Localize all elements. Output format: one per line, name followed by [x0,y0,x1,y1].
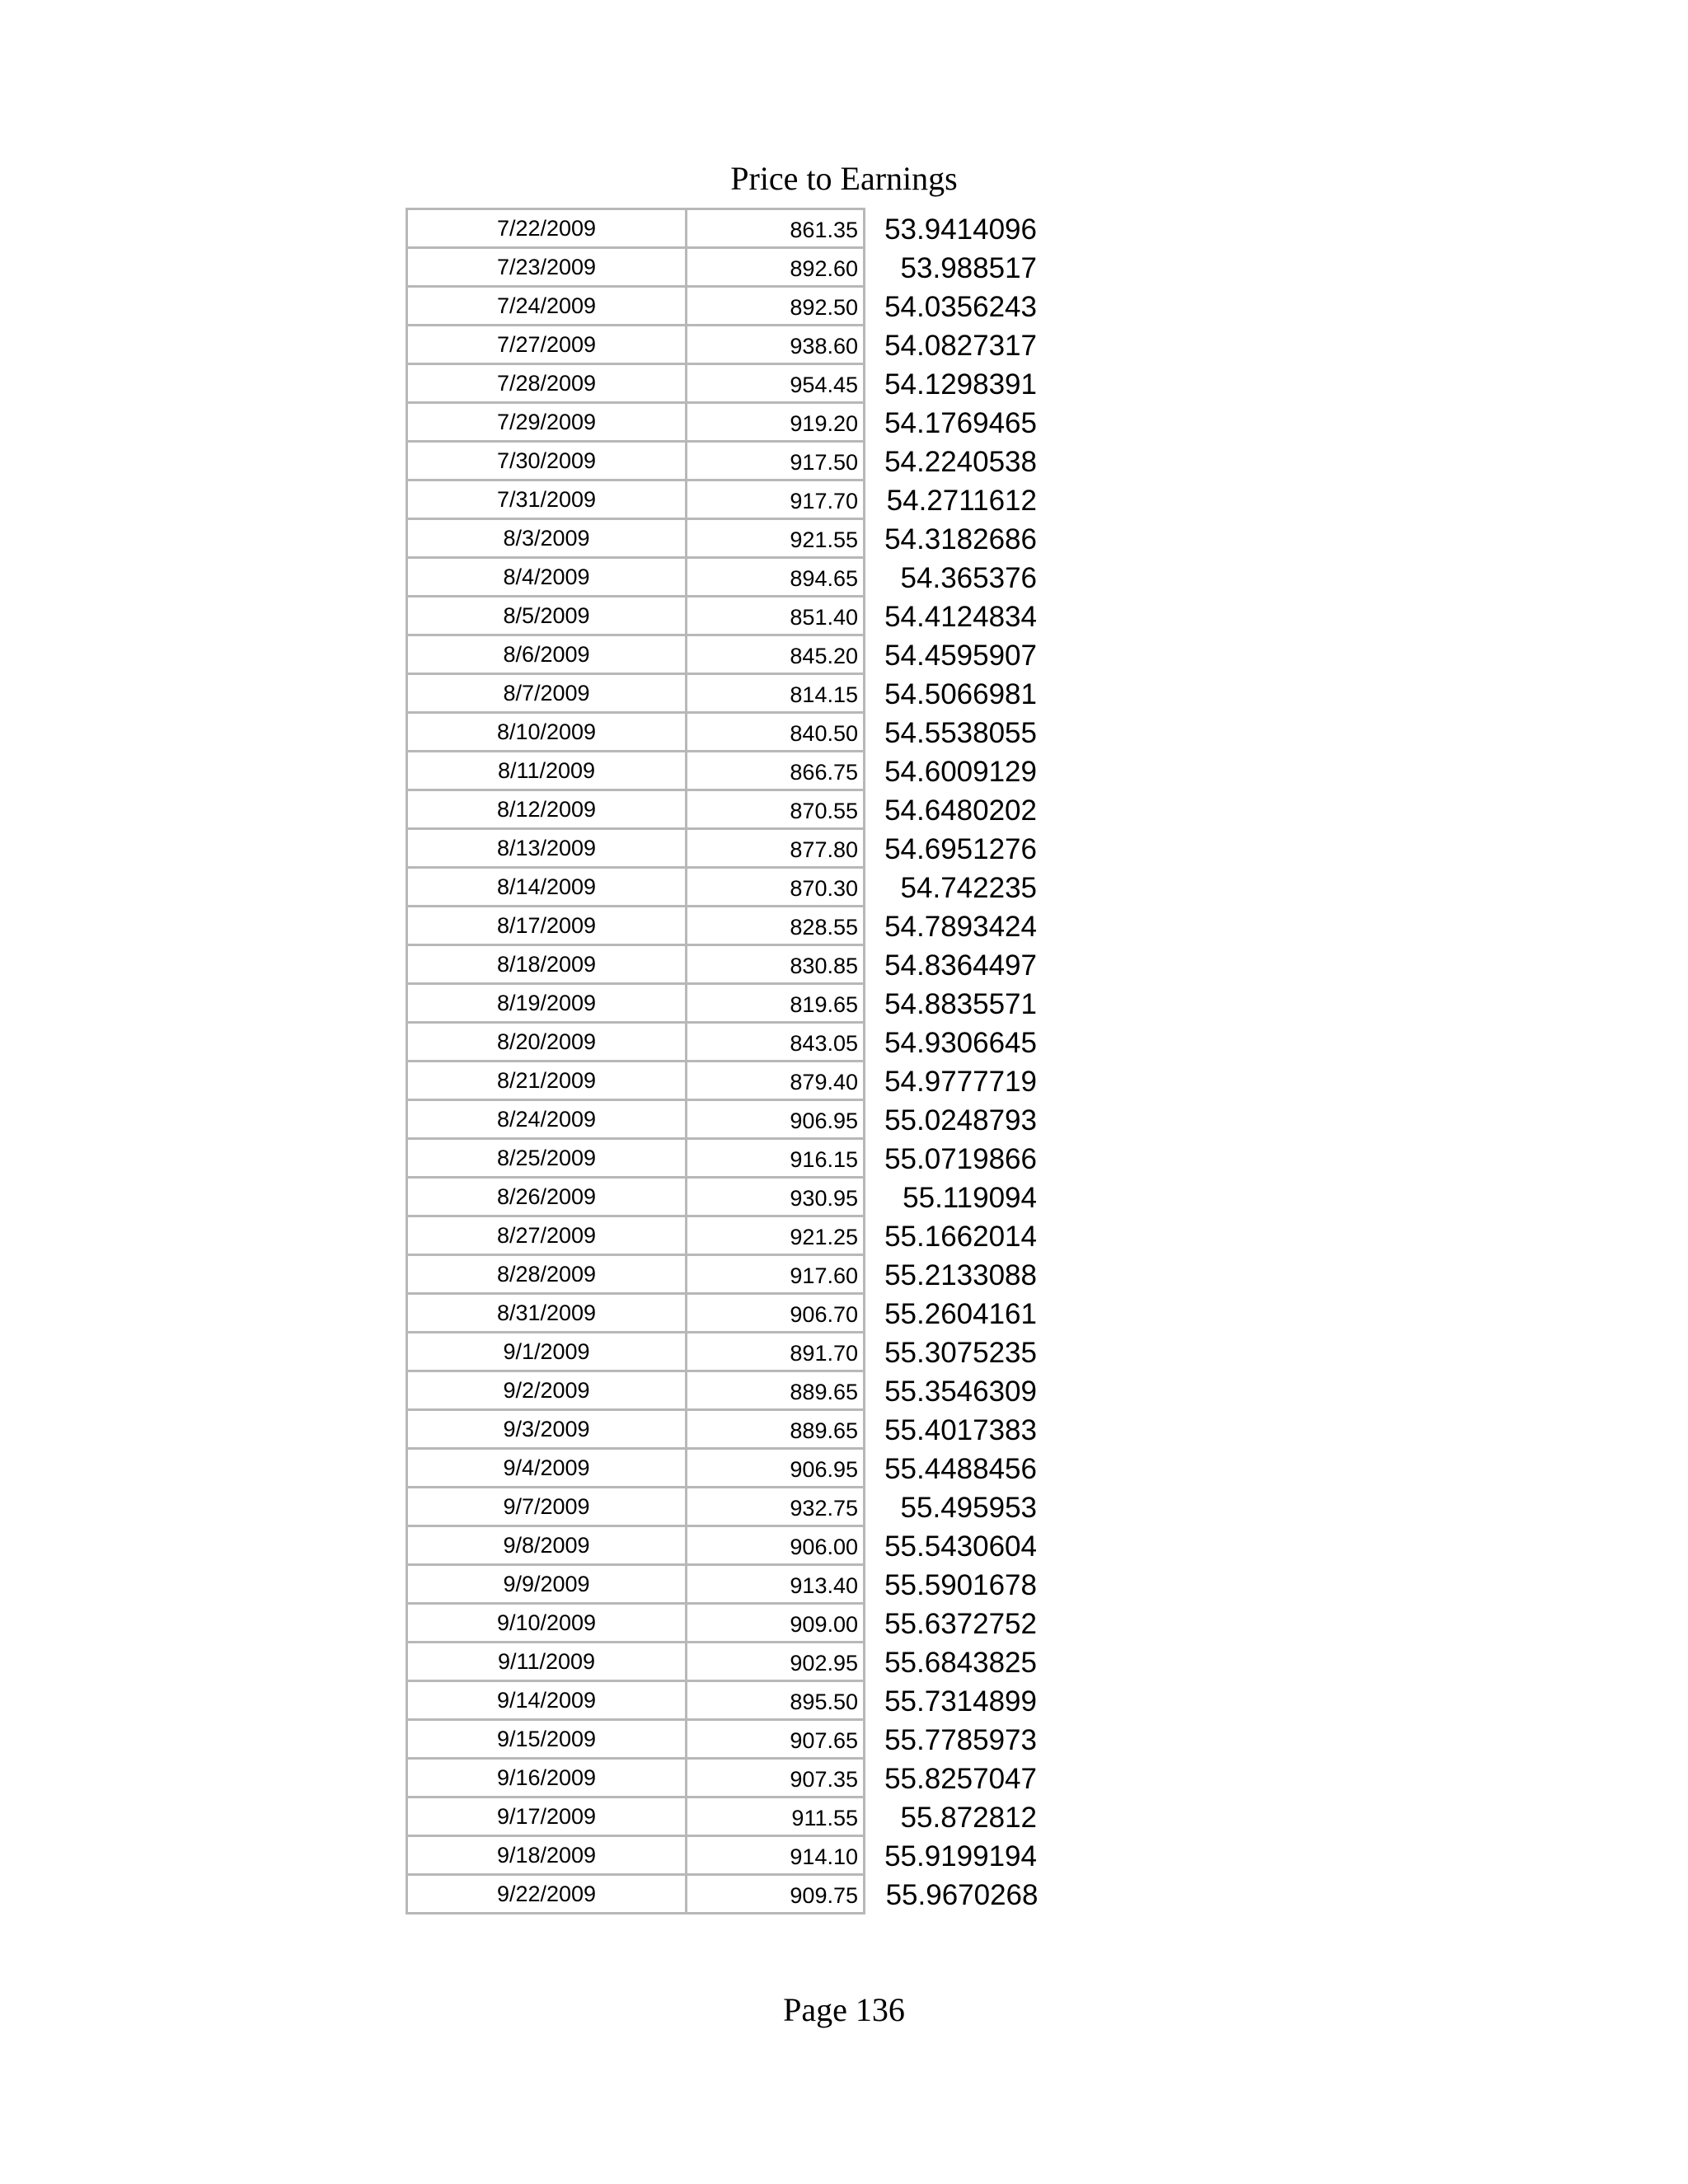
price-cell: 906.00 [687,1526,865,1565]
table-row [407,1720,1039,1759]
table-row [407,1836,1039,1875]
table-row [407,635,1039,674]
pe-ratio-cell: 55.7314899 [884,1685,1037,1718]
price-cell: 870.30 [687,868,865,907]
price-cell: 845.20 [687,635,865,674]
date-cell: 8/28/2009 [407,1255,687,1294]
date-cell: 9/4/2009 [407,1449,687,1488]
table-row [407,1449,1039,1488]
pe-ratio-cell: 55.6372752 [884,1607,1037,1640]
date-cell: 9/9/2009 [407,1565,687,1604]
table-row [407,1371,1039,1410]
date-cell: 8/27/2009 [407,1216,687,1255]
page-footer: Page 136 [783,1991,905,2028]
price-cell: 861.35 [687,209,865,248]
date-cell: 9/11/2009 [407,1643,687,1681]
date-cell: 8/4/2009 [407,558,687,597]
pe-ratio-cell: 55.9670268 [885,1878,1039,1911]
price-cell: 917.70 [687,480,865,519]
table-row [407,209,1039,248]
date-cell: 7/28/2009 [407,364,687,403]
date-cell: 8/7/2009 [407,674,687,713]
date-cell: 8/19/2009 [407,984,687,1023]
pe-ratio-cell: 55.7785973 [884,1723,1037,1756]
price-cell: 892.60 [687,248,865,287]
date-cell: 9/15/2009 [407,1720,687,1759]
table-row [407,558,1039,597]
date-cell: 8/21/2009 [407,1062,687,1100]
table-row [407,1410,1039,1449]
price-cell: 892.50 [687,287,865,326]
pe-ratio-cell: 54.3182686 [884,523,1037,555]
table-row [407,519,1039,558]
pe-ratio-cell: 54.9777719 [884,1065,1037,1098]
pe-ratio-cell: 54.5538055 [884,716,1037,749]
pe-ratio-cell: 55.2133088 [884,1258,1037,1291]
pe-ratio-cell: 55.9199194 [884,1840,1037,1872]
table-row [407,326,1039,364]
price-cell: 889.65 [687,1371,865,1410]
date-cell: 9/10/2009 [407,1604,687,1643]
date-cell: 7/22/2009 [407,209,687,248]
table-row [407,945,1039,984]
price-cell: 917.60 [687,1255,865,1294]
price-cell: 913.40 [687,1565,865,1604]
date-cell: 9/22/2009 [407,1875,687,1914]
date-cell: 7/30/2009 [407,442,687,480]
pe-ratio-cell: 55.4488456 [884,1452,1037,1485]
pe-ratio-cell: 55.872812 [900,1801,1037,1834]
table-row [407,1100,1039,1139]
price-cell: 919.20 [687,403,865,442]
pe-ratio-cell: 54.365376 [900,561,1037,594]
pe-ratio-cell: 54.9306645 [884,1026,1037,1059]
date-cell: 7/29/2009 [407,403,687,442]
price-cell: 895.50 [687,1681,865,1720]
table-row [407,984,1039,1023]
table-row [407,1023,1039,1062]
date-cell: 8/26/2009 [407,1178,687,1216]
price-cell: 921.55 [687,519,865,558]
price-cell: 891.70 [687,1333,865,1371]
table-row [407,1062,1039,1100]
pe-ratio-cell: 54.7893424 [884,910,1037,943]
pe-ratio-cell: 55.495953 [900,1491,1037,1524]
price-cell: 917.50 [687,442,865,480]
price-cell: 870.55 [687,790,865,829]
table-row [407,403,1039,442]
price-earnings-table [406,208,1039,1915]
date-cell: 9/14/2009 [407,1681,687,1720]
table-row [407,1139,1039,1178]
date-cell: 8/12/2009 [407,790,687,829]
table-row [407,1294,1039,1333]
date-cell: 9/17/2009 [407,1797,687,1836]
table-row [407,752,1039,790]
price-cell: 911.55 [687,1797,865,1836]
date-cell: 8/18/2009 [407,945,687,984]
price-cell: 916.15 [687,1139,865,1178]
date-cell: 8/31/2009 [407,1294,687,1333]
table-row [407,713,1039,752]
date-cell: 8/11/2009 [407,752,687,790]
table-row [407,1333,1039,1371]
pe-ratio-cell: 54.1298391 [884,368,1037,401]
pe-ratio-cell: 54.0827317 [884,329,1037,362]
table-row [407,790,1039,829]
date-cell: 9/16/2009 [407,1759,687,1797]
table-row [407,1526,1039,1565]
date-cell: 8/14/2009 [407,868,687,907]
price-cell: 930.95 [687,1178,865,1216]
price-cell: 894.65 [687,558,865,597]
date-cell: 7/27/2009 [407,326,687,364]
price-cell: 851.40 [687,597,865,635]
table-row [407,287,1039,326]
pe-ratio-cell: 54.742235 [900,871,1037,904]
pe-ratio-cell: 54.4124834 [884,600,1037,633]
pe-ratio-cell: 55.3075235 [884,1336,1037,1369]
pe-ratio-cell: 55.8257047 [884,1762,1037,1795]
price-cell: 954.45 [687,364,865,403]
table-row [407,1565,1039,1604]
table-row [407,1797,1039,1836]
pe-ratio-cell: 54.8835571 [884,987,1037,1020]
page-title: Price to Earnings [730,160,958,197]
table-row [407,829,1039,868]
pe-ratio-cell: 54.6480202 [884,794,1037,827]
table-row [407,597,1039,635]
price-cell: 909.00 [687,1604,865,1643]
date-cell: 9/2/2009 [407,1371,687,1410]
price-cell: 906.95 [687,1449,865,1488]
pe-ratio-cell: 55.5901678 [884,1568,1037,1601]
date-cell: 8/6/2009 [407,635,687,674]
price-cell: 906.95 [687,1100,865,1139]
table-row [407,674,1039,713]
price-cell: 907.35 [687,1759,865,1797]
date-cell: 7/23/2009 [407,248,687,287]
table-row [407,248,1039,287]
price-cell: 879.40 [687,1062,865,1100]
pe-ratio-cell: 55.0248793 [884,1104,1037,1137]
price-cell: 830.85 [687,945,865,984]
pe-ratio-cell: 53.988517 [900,251,1037,284]
table-row [407,1604,1039,1643]
date-cell: 9/8/2009 [407,1526,687,1565]
pe-ratio-cell: 54.8364497 [884,949,1037,982]
pe-ratio-cell: 55.3546309 [884,1375,1037,1408]
table-row [407,868,1039,907]
date-cell: 9/3/2009 [407,1410,687,1449]
price-cell: 907.65 [687,1720,865,1759]
pe-ratio-cell: 54.0356243 [884,290,1037,323]
pe-ratio-cell: 54.6009129 [884,755,1037,788]
pe-ratio-cell: 55.119094 [903,1181,1037,1214]
table-row [407,1488,1039,1526]
pe-ratio-cell: 54.4595907 [884,639,1037,672]
date-cell: 9/18/2009 [407,1836,687,1875]
price-cell: 938.60 [687,326,865,364]
price-cell: 921.25 [687,1216,865,1255]
pe-ratio-cell: 55.1662014 [884,1220,1037,1253]
date-cell: 8/5/2009 [407,597,687,635]
table-row [407,1216,1039,1255]
date-cell: 8/13/2009 [407,829,687,868]
pe-ratio-cell: 53.9414096 [884,213,1037,246]
date-cell: 8/20/2009 [407,1023,687,1062]
price-cell: 814.15 [687,674,865,713]
date-cell: 8/3/2009 [407,519,687,558]
table-row [407,480,1039,519]
pe-ratio-cell: 55.4017383 [884,1413,1037,1446]
price-cell: 840.50 [687,713,865,752]
pe-ratio-cell: 54.1769465 [884,406,1037,439]
date-cell: 8/17/2009 [407,907,687,945]
pe-ratio-cell: 55.0719866 [884,1142,1037,1175]
table-row [407,1643,1039,1681]
table-row [407,907,1039,945]
pe-ratio-cell: 54.6951276 [884,832,1037,865]
date-cell: 7/24/2009 [407,287,687,326]
table-row [407,364,1039,403]
table-row [407,442,1039,480]
table-row [407,1759,1039,1797]
pe-ratio-cell: 54.2711612 [886,484,1037,517]
pe-ratio-cell: 54.5066981 [884,677,1037,710]
date-cell: 9/1/2009 [407,1333,687,1371]
price-cell: 889.65 [687,1410,865,1449]
date-cell: 8/24/2009 [407,1100,687,1139]
table-body [407,209,1039,1914]
date-cell: 9/7/2009 [407,1488,687,1526]
table-row [407,1178,1039,1216]
pe-ratio-cell: 54.2240538 [884,445,1037,478]
price-cell: 906.70 [687,1294,865,1333]
pe-ratio-cell: 55.2604161 [884,1297,1037,1330]
pe-ratio-cell: 55.6843825 [884,1646,1037,1679]
price-cell: 843.05 [687,1023,865,1062]
date-cell: 8/10/2009 [407,713,687,752]
price-cell: 819.65 [687,984,865,1023]
price-cell: 902.95 [687,1643,865,1681]
price-cell: 909.75 [687,1875,865,1914]
pe-ratio-cell: 55.5430604 [884,1530,1037,1563]
date-cell: 7/31/2009 [407,480,687,519]
table-row [407,1875,1039,1914]
table-row [407,1681,1039,1720]
price-cell: 866.75 [687,752,865,790]
table-row [407,1255,1039,1294]
price-cell: 914.10 [687,1836,865,1875]
price-cell: 828.55 [687,907,865,945]
price-cell: 877.80 [687,829,865,868]
price-cell: 932.75 [687,1488,865,1526]
date-cell: 8/25/2009 [407,1139,687,1178]
